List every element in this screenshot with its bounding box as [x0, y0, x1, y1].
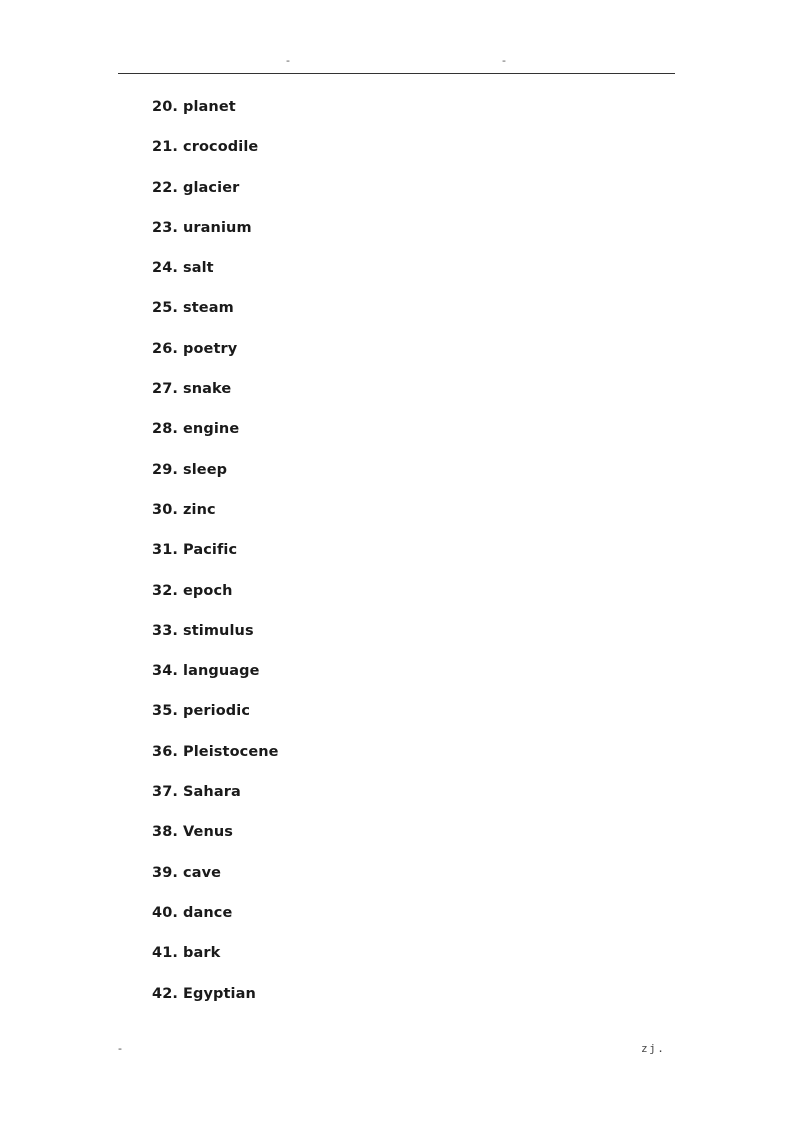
list-item-word: Pleistocene	[183, 743, 279, 760]
list-item-number: 25.	[152, 300, 178, 317]
list-item-word: engine	[183, 421, 240, 438]
list-item	[152, 983, 279, 1023]
list-item-word: uranium	[183, 219, 252, 236]
list-item	[152, 942, 279, 982]
list-item-number: 34.	[152, 663, 178, 680]
list-item-number: 24.	[152, 260, 178, 277]
list-item	[152, 338, 279, 378]
list-item	[152, 459, 279, 499]
header-rule	[118, 73, 675, 74]
list-item-word: salt	[183, 260, 214, 277]
list-item-number: 33.	[152, 622, 178, 639]
list-item-number: 21.	[152, 139, 178, 156]
header-right-mark: -	[502, 54, 506, 67]
list-item-number: 38.	[152, 824, 178, 841]
list-item-number: 37.	[152, 784, 178, 801]
list-item-number: 39.	[152, 864, 178, 881]
list-item	[152, 862, 279, 902]
word-list	[152, 96, 279, 1023]
list-item	[152, 499, 279, 539]
list-item	[152, 297, 279, 337]
header-left-mark: -	[286, 54, 290, 67]
list-item-number: 27.	[152, 381, 178, 398]
list-item-word: Venus	[183, 824, 234, 841]
list-item	[152, 136, 279, 176]
list-item-word: stimulus	[183, 622, 254, 639]
list-item	[152, 177, 279, 217]
list-item	[152, 378, 279, 418]
list-item-number: 22.	[152, 179, 178, 196]
list-item-word: dance	[183, 904, 233, 921]
list-item	[152, 781, 279, 821]
footer-right-text: zj.	[641, 1042, 666, 1055]
list-item-word: glacier	[183, 179, 240, 196]
list-item-word: snake	[183, 381, 232, 398]
list-item	[152, 700, 279, 740]
list-item	[152, 821, 279, 861]
list-item-number: 42.	[152, 985, 178, 1002]
list-item-word: steam	[183, 300, 234, 317]
list-item	[152, 217, 279, 257]
list-item	[152, 418, 279, 458]
list-item-word: Egyptian	[183, 985, 256, 1002]
list-item-word: Sahara	[183, 784, 241, 801]
list-item	[152, 539, 279, 579]
list-item-word: poetry	[183, 340, 238, 357]
list-item-number: 31.	[152, 542, 178, 559]
list-item-number: 26.	[152, 340, 178, 357]
list-item	[152, 902, 279, 942]
list-item	[152, 257, 279, 297]
list-item-word: sleep	[183, 461, 228, 478]
list-item-word: planet	[183, 99, 236, 115]
list-item-word: zinc	[183, 501, 216, 518]
footer-left-mark: -	[118, 1042, 122, 1055]
list-item-word: cave	[183, 864, 222, 881]
list-item	[152, 620, 279, 660]
list-item-number: 32.	[152, 582, 178, 599]
list-item-word: bark	[183, 945, 221, 962]
list-item-word: language	[183, 663, 260, 680]
list-item-word: Pacific	[183, 542, 238, 559]
list-item-number: 29.	[152, 461, 178, 478]
list-item-word: periodic	[183, 703, 251, 720]
list-item-number: 36.	[152, 743, 178, 760]
list-item-number: 41.	[152, 945, 178, 962]
list-item-number: 35.	[152, 703, 178, 720]
list-item	[152, 96, 279, 136]
list-item-number: 40.	[152, 904, 178, 921]
list-item-number: 20.	[152, 99, 178, 115]
list-item-word: crocodile	[183, 139, 259, 156]
list-item-number: 23.	[152, 219, 178, 236]
list-item-number: 30.	[152, 501, 178, 518]
list-item	[152, 741, 279, 781]
list-item	[152, 580, 279, 620]
list-item	[152, 660, 279, 700]
list-item-number: 28.	[152, 421, 178, 438]
list-item-word: epoch	[183, 582, 233, 599]
